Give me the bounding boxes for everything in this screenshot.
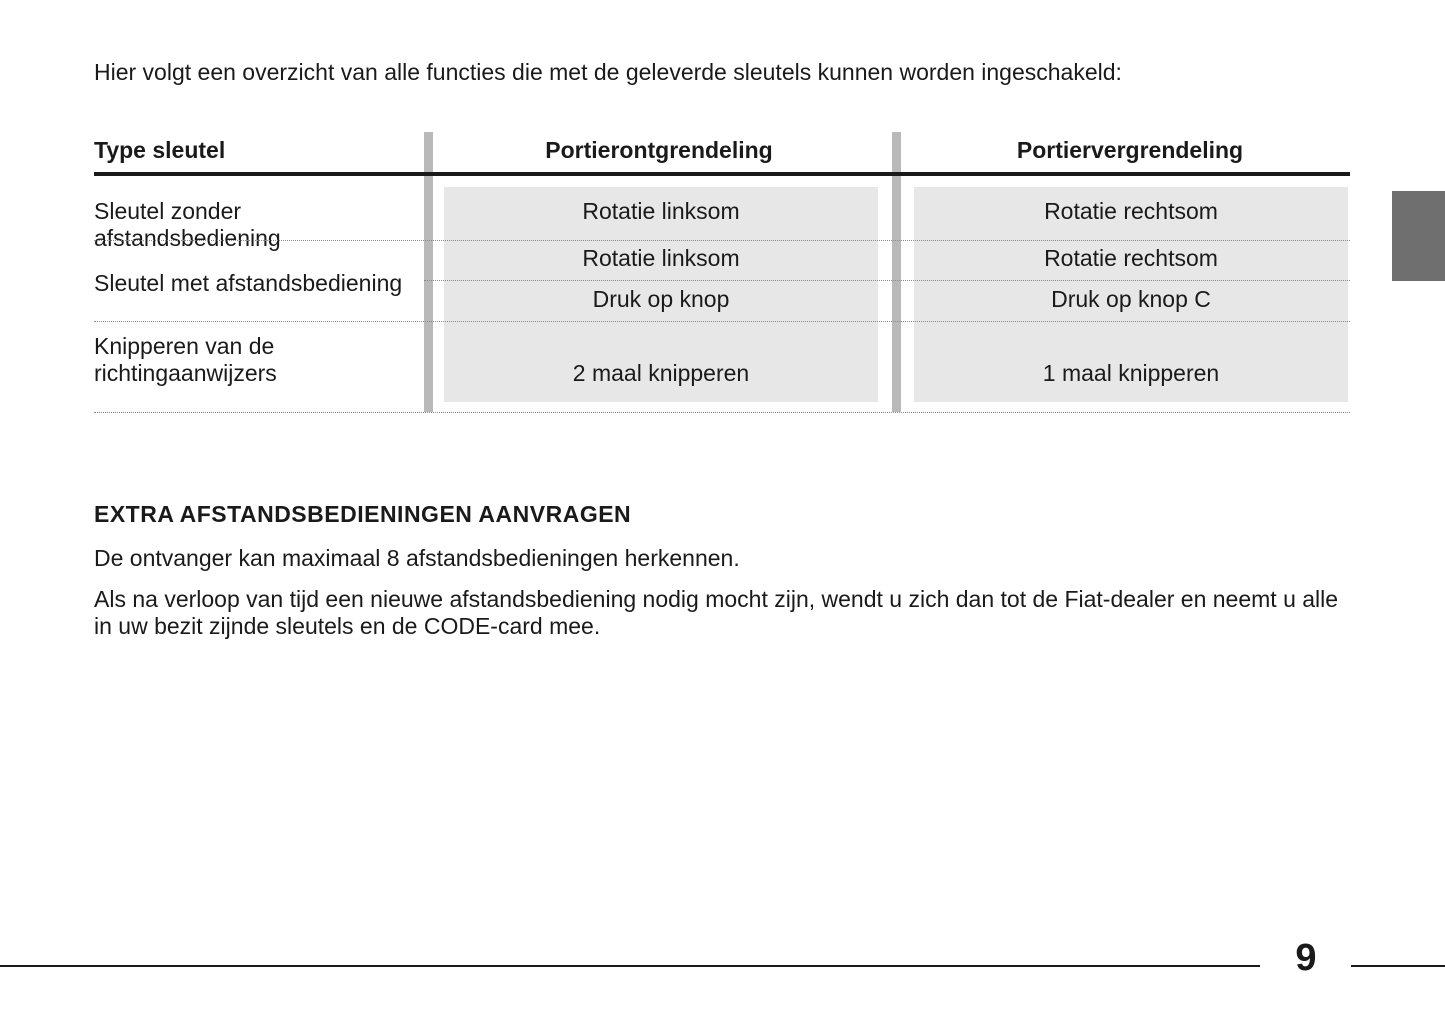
- header-key-type: Type sleutel: [94, 137, 226, 163]
- header-unlock: Portierontgrendeling: [545, 137, 773, 163]
- section-heading: EXTRA AFSTANDSBEDIENINGEN AANVRAGEN: [94, 501, 632, 527]
- header-rule: [94, 172, 1350, 176]
- cell-lock: Rotatie rechtsom: [1044, 245, 1218, 271]
- paragraph: De ontvanger kan maximaal 8 afstandsbedieningen herkennen.: [94, 545, 740, 571]
- cell-unlock: Rotatie linksom: [582, 198, 740, 224]
- cell-lock: 1 maal knipperen: [1042, 360, 1220, 386]
- cell-unlock: Rotatie linksom: [582, 245, 740, 271]
- sub-row-divider: [424, 280, 1350, 281]
- row-divider: [94, 240, 1350, 241]
- footer-rule: [1351, 965, 1445, 967]
- chapter-tab: [1392, 191, 1445, 281]
- row-label-line: richtingaanwijzers: [94, 360, 277, 386]
- header-lock: Portiervergrendeling: [1016, 137, 1244, 163]
- row-divider: [94, 412, 1350, 413]
- row-label-with-remote: Sleutel met afstandsbediening: [94, 270, 403, 296]
- paragraph: Als na verloop van tijd een nieuwe afstandsbediening nodig mocht zijn, wendt u zich dan tot de Fiat-dealer en neemt u alle in uw bezit zijnde sleutels en de CODE-card mee.: [94, 586, 1339, 639]
- row-label-no-remote: Sleutel zonder afstandsbediening: [94, 198, 281, 251]
- cell-lock: Rotatie rechtsom: [1044, 198, 1218, 224]
- row-label-line: Knipperen van de: [94, 333, 275, 359]
- intro-text: Hier volgt een overzicht van alle functies die met de geleverde sleutels kunnen worden ingeschakeld:: [94, 59, 1122, 85]
- row-divider: [94, 321, 1350, 322]
- cell-unlock: Druk op knop: [592, 286, 730, 312]
- footer-rule: [0, 965, 1260, 967]
- row-label-indicators: [94, 333, 419, 387]
- cell-lock: Druk op knop C: [1051, 286, 1211, 312]
- page-number: 9: [1295, 937, 1317, 979]
- cell-unlock: 2 maal knipperen: [572, 360, 750, 386]
